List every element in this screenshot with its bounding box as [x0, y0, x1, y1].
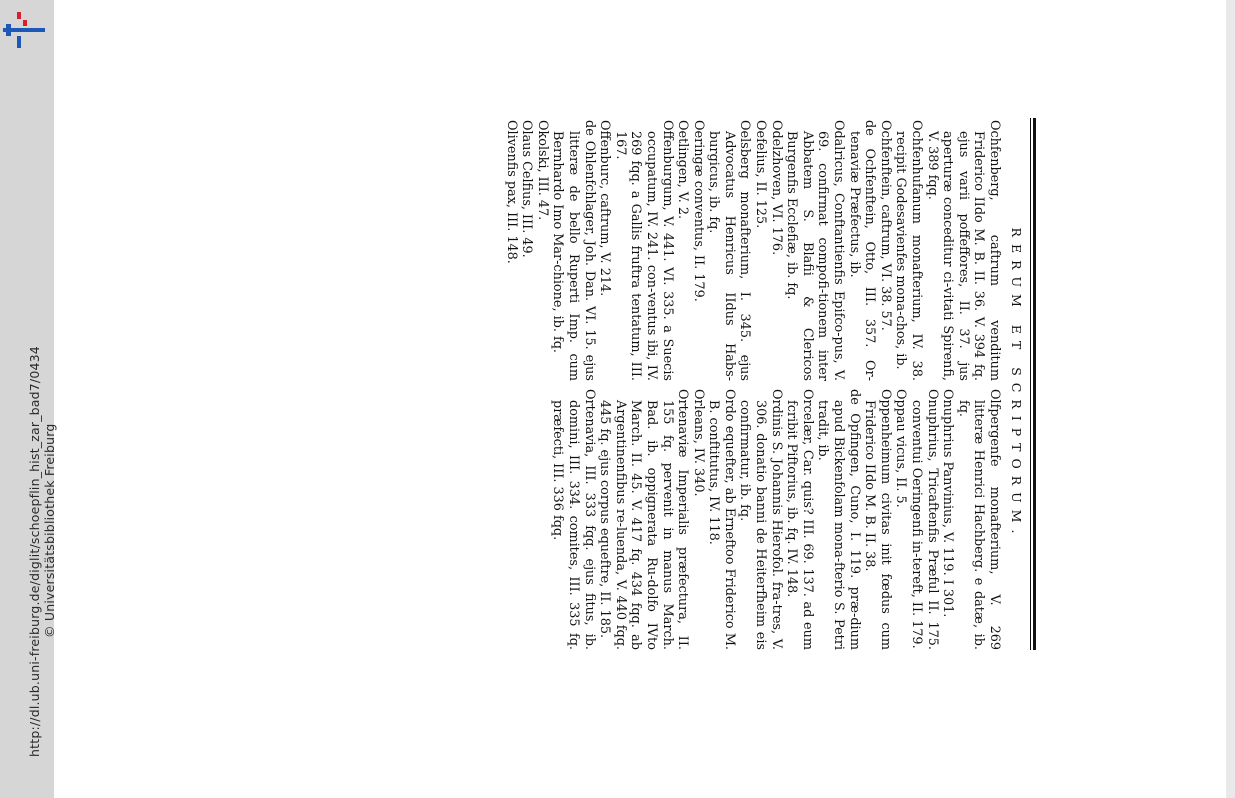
sidebar-text: [27, 15, 57, 775]
index-entry: Onuphrius, Tricaftenfis Præful II. 175. conventui Oeringenfi in-tereft, II. 179.: [909, 389, 940, 650]
index-entry: Ochfenhufanum monafterium, IV. 38. recipit Godesavienfes mona-chos, ib.: [893, 120, 925, 381]
index-entry: Odelzhoven, VI. 176.: [768, 120, 784, 256]
right-column: [322, 389, 1002, 650]
index-entry: Onuphrius Panvinius, V. 119. I 301.: [940, 389, 956, 618]
index-entry: de Ochfenftein, Otto, III. 357. Or-tenaviæ Præfectus, ib.: [846, 120, 878, 381]
index-entry: Ordinis S. Johannis Hierofol. fra-tres, V. 306. donatio banni de Heiterfheim eis confirmatur, ib. fq.: [737, 389, 784, 650]
index-entry: Olfpergenfe monafterium, V. 269 litteræ Henrici Hachberg. e datæ, ib. fq.: [955, 389, 1002, 650]
index-entry: Orcelær, Car. quis? III. 69. 137. ad eum fcribit Piftorius, ib. fq. IV. 148.: [784, 389, 815, 650]
scanned-page: [318, 118, 1036, 650]
index-entry: Oppenheimum civitas init fœdus cum Friderico IIdo M. B. II. 38.: [862, 389, 893, 650]
scanned-page-area: [318, 118, 1036, 650]
index-entry: Offenburgum, V. 441. VI. 335. a Suecis occupatum, IV. 241. con-ventus ibi, IV. 269 fqq. a Gallis fruftra tentatum, III. 167.: [612, 120, 675, 381]
index-entry: Oppau vicus, II. 5.: [893, 389, 909, 508]
index-entry: Olivenfis pax, III. 148.: [503, 120, 519, 264]
index-entry: Oeringæ conventus, II. 179.: [690, 120, 706, 302]
sidebar: [0, 0, 57, 798]
index-entry: Ochfenftein, caftrum, VI. 38. 57.: [877, 120, 893, 331]
index-entry: Oefelius, II. 125.: [753, 120, 769, 229]
viewer-scroll-edge: [1226, 0, 1235, 798]
top-rule: [1033, 118, 1036, 650]
index-entry: Ochfenberg, caftrum venditum Friderico IIdo M. B. II. 36. V. 394 fq. ejus varii poffeffores, II. 37. jus aperturæ conceditur ci-vitati Spirenfi, V. 389 fqq.: [924, 120, 1002, 381]
index-entry: Oelsberg monafterium, I. 345. ejus Advocatus Henricus IIdus Habs-burgicus, ib. fq.: [706, 120, 753, 381]
index-entry: Ortenaviæ Imperialis præfectura, II. 155 fq. pervenit in manus March. Bad. ib. oppignerata Ru-dolfo IVto March. II. 45. V. 417 fq. 434 fqq. ab Argentinenfibus re-luenda, V. 440 fqq. 445 fq. ejus corpus equeftre, II. 185.: [597, 389, 691, 650]
source-url-link[interactable]: http://dl.ub.uni-freiburg.de/diglit/schoepflin_hist_zar_bad7/0434: [27, 346, 42, 757]
index-entry: Okolski, III. 47.: [534, 120, 550, 221]
copyright-label: © Universitätsbibliothek Freiburg: [42, 423, 57, 638]
index-entry: Oetlingen, V. 2.: [675, 120, 691, 220]
index-entry: Olaus Celfius, III. 49.: [519, 120, 535, 258]
index-entry: Orleans, IV. 340.: [690, 389, 706, 497]
index-entry: Offenburc, caftrum, V. 214.: [597, 120, 613, 297]
index-columns: [322, 120, 1002, 650]
index-entry: de Ohlenfchlager, Joh. Dan. VI. 15. ejus litteræ de bello Ruperti Imp. cum Bernhardo Imo Mar-chione, ib. fq.: [550, 120, 597, 381]
index-entry: de Opfingen, Cuno, I. 119. præ-dium apud Bickenfolam mona-fterio S. Petri tradit, ib.: [815, 389, 862, 650]
top-rule-thin: [1030, 118, 1031, 650]
index-entry: Odalricus, Conftantienfis Epifco-pus, V. 69. confirmat compofi-tionem inter Abbatem S. Blafii & Clericos Burgenfis Ecclefiæ, ib. fq.: [784, 120, 847, 381]
page-header: RERUM ET SCRIPTORUM.: [1009, 227, 1024, 541]
index-entry: Ortenavia, III. 333 fqq. ejus fitus, ib. domini, III. 334. comites, III. 335 fq. præfecti, III. 336 fqq.: [550, 389, 597, 650]
left-column: [322, 120, 1002, 381]
index-entry: Ordo equefter, ab Erneftoo Friderico M. B. conftitutus, IV. 118.: [706, 389, 737, 650]
